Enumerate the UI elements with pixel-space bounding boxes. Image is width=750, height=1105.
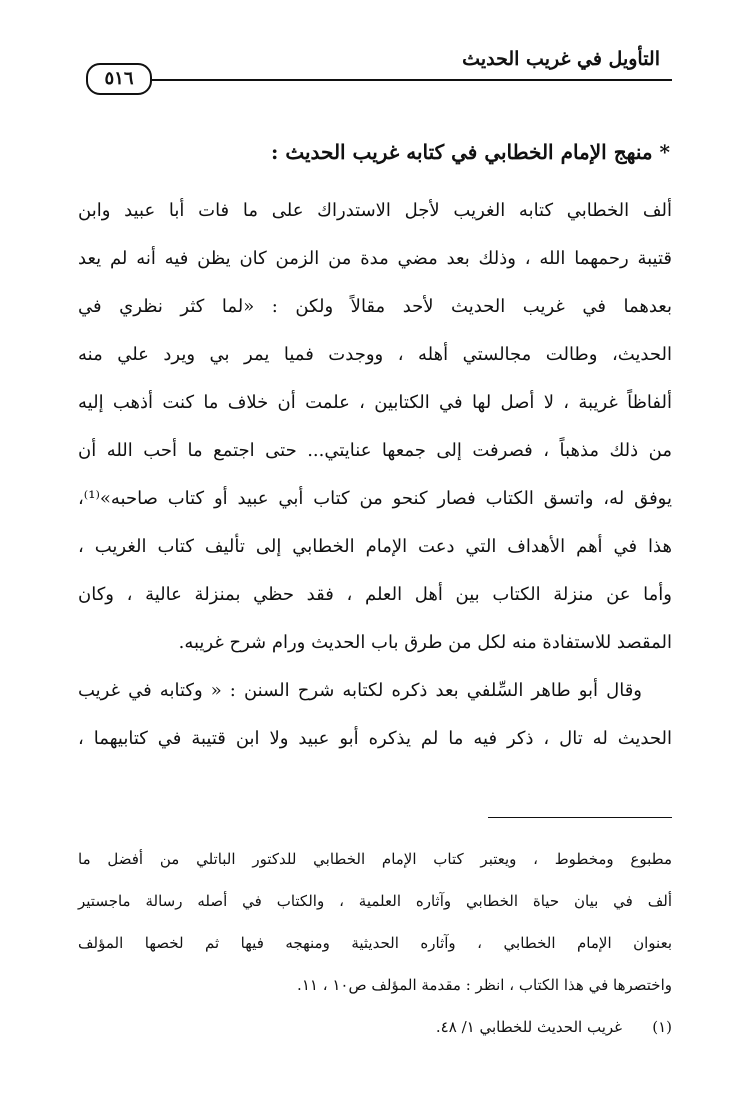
footnote-line: واختصرها في هذا الكتاب ، انظر : مقدمة المؤلف ص١٠ ، ١١. [297,976,672,994]
body-line: بعدهما في غريب الحديث لأحد مقالاً ولكن : «لما كثر نظري في [78,296,672,317]
body-line: الحديث له تال ، ذكر فيه ما لم يذكره أبو عبيد ولا ابن قتيبة في كتابيهما ، [78,728,672,749]
body-line: قتيبة رحمهما الله ، وذلك بعد مضي مدة من الزمن كان يظن فيه أنه لم يعد [78,248,672,269]
body-line: من ذلك مذهباً ، فصرفت إلى جمعها عنايتي... حتى اجتمع ما أحب الله أن [78,440,672,461]
body-line: هذا في أهم الأهداف التي دعت الإمام الخطابي إلى تأليف كتاب الغريب ، [78,536,672,557]
footnote-line: ألف في بيان حياة الخطابي وآثاره العلمية ، والكتاب في أصله رسالة ماجستير [78,892,672,910]
footnote-marker: (١) [652,1018,672,1036]
footnote-1 [78,1006,672,1048]
body-line: ألف الخطابي كتابه الغريب لأجل الاستدراك على ما فات أبا عبيد وابن [78,200,672,221]
header-rule [140,79,672,81]
body-line: وأما عن منزلة الكتاب بين أهل العلم ، فقد حظي بمنزلة عالية ، وكان [78,584,672,605]
running-title: التأويل في غريب الحديث [462,48,660,70]
footnote-line: بعنوان الإمام الخطابي ، وآثاره الحديثية ومنهجه فيها ثم لخصها المؤلف [78,934,672,952]
page-number: ٥١٦ [86,63,152,95]
section-heading: * منهج الإمام الخطابي في كتابه غريب الحديث : [270,140,670,164]
body-line: الحديث، وطالت مجالستي أهله ، ووجدت فميا يمر بي ويرد علي منه [78,344,672,365]
body-text [78,187,672,763]
body-line: يوفق له، واتسق الكتاب فصار كنحو من كتاب أبي عبيد أو كتاب صاحبه»⁽¹⁾، [78,488,672,509]
body-line: ألفاظاً غريبة ، لا أصل لها في الكتابين ، علمت أن خلاف ما كنت أذهب إليه [78,392,672,413]
footnote-text: غريب الحديث للخطابي ١/ ٤٨. [435,1018,622,1036]
footnote-separator [488,817,672,818]
body-line: المقصد للاستفادة منه لكل من طرق باب الحديث ورام شرح غريبه. [178,632,672,653]
footnotes [78,838,672,1048]
body-line: وقال أبو طاهر السِّلفي بعد ذكره لكتابه شرح السنن : « وكتابه في غريب [78,680,642,701]
footnote-line: مطبوع ومخطوط ، ويعتبر كتاب الإمام الخطابي للدكتور الباتلي من أفضل ما [78,850,672,868]
